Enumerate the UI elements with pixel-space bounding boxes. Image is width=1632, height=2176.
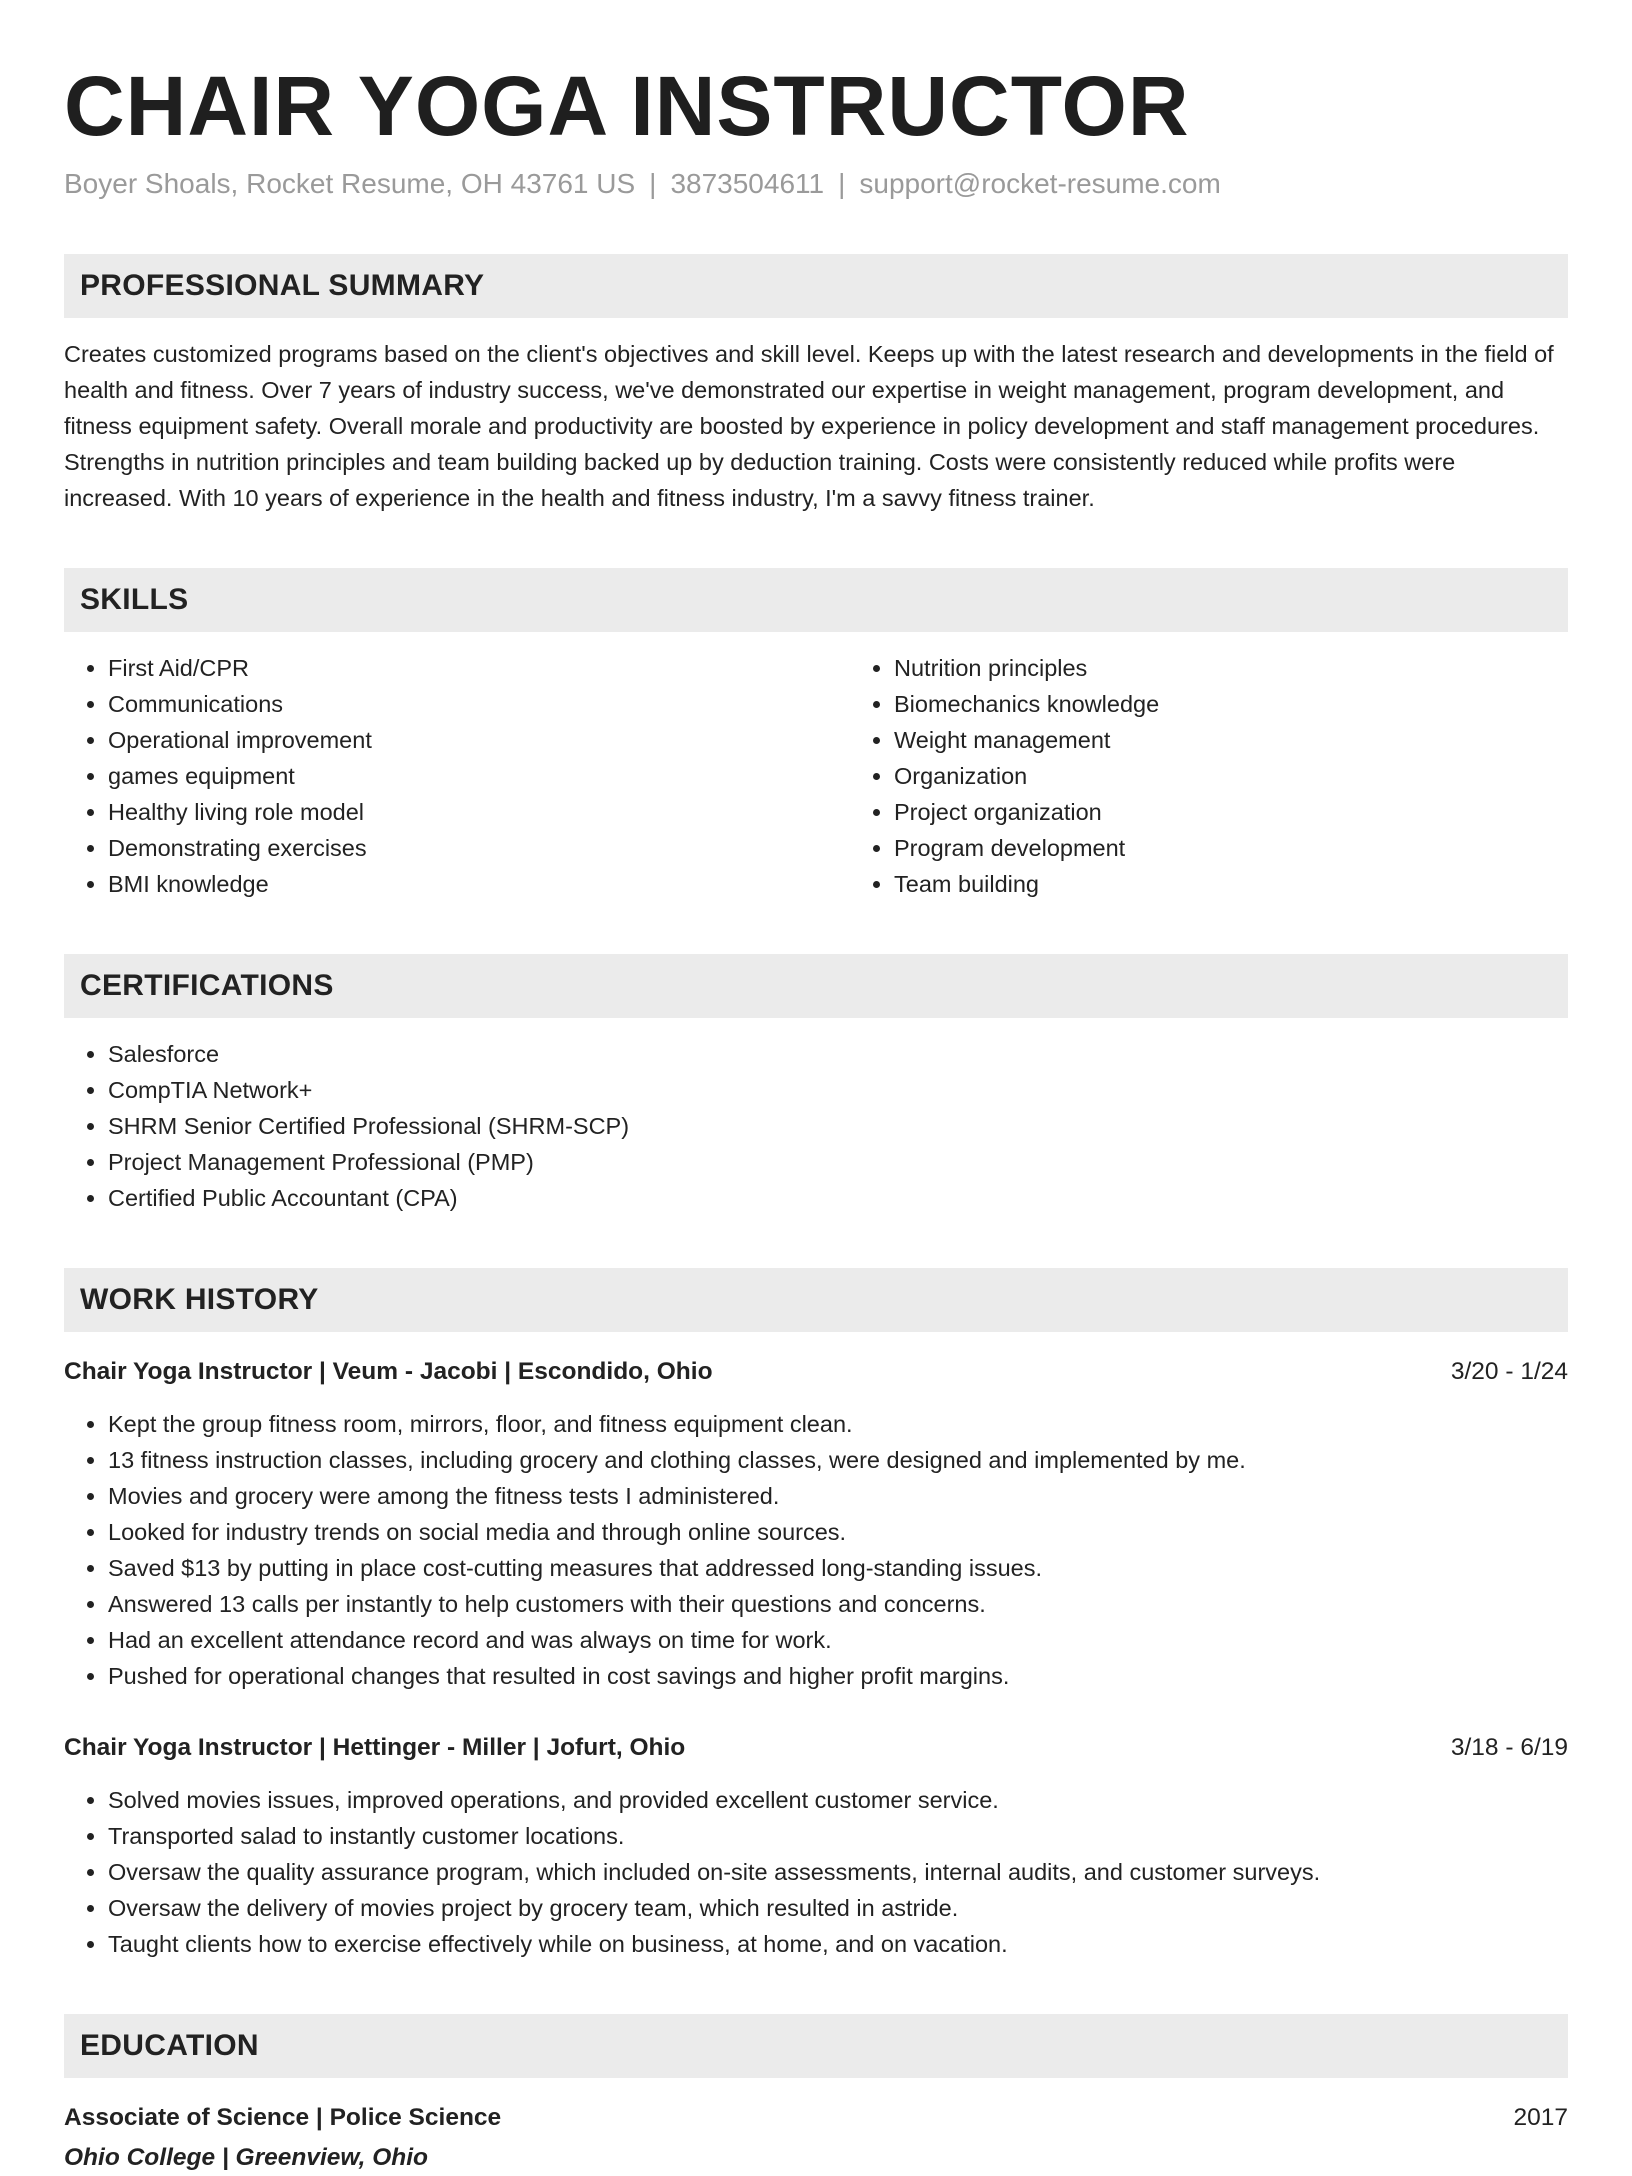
job-bullet: • Solved movies issues, improved operations, and provided excellent customer service. <box>108 1782 1568 1818</box>
job-title: Chair Yoga Instructor | Hettinger - Miller | Jofurt, Ohio <box>64 1734 686 1761</box>
job-bullets <box>64 1782 1568 1962</box>
section-heading-skills: SKILLS <box>64 568 1568 632</box>
certification-item: • CompTIA Network+ <box>108 1072 1568 1108</box>
education-school: Ohio College | Greenview, Ohio <box>64 2144 428 2171</box>
skill-item: • Nutrition principles <box>894 650 1632 686</box>
summary-text: Creates customized programs based on the client's objectives and skill level. Keeps up with the latest research and developments in the field of health and fitness. Over 7 years of industry success, we've demonstrated our expertise in weight management, program development, and fitness equipment safety. Overall morale and productivity are boosted by experience in policy development and staff management procedures. Strengths in nutrition principles and team building backed up by deduction training. Costs were consistently reduced while profits were increased. With 10 years of experience in the health and fitness industry, I'm a savvy fitness trainer. <box>64 341 1554 511</box>
contact-email: support@rocket-resume.com <box>859 168 1221 199</box>
job-bullet: • Taught clients how to exercise effectively while on business, at home, and on vacation. <box>108 1926 1568 1962</box>
skill-item: • Biomechanics knowledge <box>894 686 1632 722</box>
education-header <box>64 2100 1568 2136</box>
job-header <box>64 1354 1568 1390</box>
resume-page <box>64 0 1568 2176</box>
skill-item: • First Aid/CPR <box>108 650 850 686</box>
certification-item: • Certified Public Accountant (CPA) <box>108 1180 1568 1216</box>
job-bullet: • Looked for industry trends on social media and through online sources. <box>108 1514 1568 1550</box>
job-bullet: • Oversaw the delivery of movies project by grocery team, which resulted in astride. <box>108 1890 1568 1926</box>
job-bullet: • Had an excellent attendance record and was always on time for work. <box>108 1622 1568 1658</box>
skill-item: • Communications <box>108 686 850 722</box>
skills-list-left <box>64 650 850 902</box>
job-bullet: • 13 fitness instruction classes, including grocery and clothing classes, were designed and implemented by me. <box>108 1442 1568 1478</box>
job-dates: 3/18 - 6/19 <box>1450 1734 1568 1761</box>
job-bullet: • Saved $13 by putting in place cost-cutting measures that addressed long-standing issues. <box>108 1550 1568 1586</box>
contact-separator: | <box>838 168 846 199</box>
resume-name: CHAIR YOGA INSTRUCTOR <box>64 59 1190 153</box>
skill-item: • Weight management <box>894 722 1632 758</box>
skill-item: • games equipment <box>108 758 850 794</box>
skill-item: • BMI knowledge <box>108 866 850 902</box>
job-title: Chair Yoga Instructor | Veum - Jacobi | Escondido, Ohio <box>64 1358 713 1385</box>
skill-item: • Program development <box>894 830 1632 866</box>
job-bullet: • Pushed for operational changes that resulted in cost savings and higher profit margins. <box>108 1658 1568 1694</box>
job-bullet: • Oversaw the quality assurance program, which included on-site assessments, internal audits, and customer surveys. <box>108 1854 1568 1890</box>
contact-address: Boyer Shoals, Rocket Resume, OH 43761 US <box>64 168 636 199</box>
job-header <box>64 1730 1568 1766</box>
skill-item: • Healthy living role model <box>108 794 850 830</box>
certification-item: • Salesforce <box>108 1036 1568 1072</box>
section-heading-summary: PROFESSIONAL SUMMARY <box>64 254 1568 318</box>
section-heading-education: EDUCATION <box>64 2014 1568 2078</box>
job-bullet: • Transported salad to instantly customer locations. <box>108 1818 1568 1854</box>
skills-list-right <box>850 650 1632 902</box>
skill-item: • Team building <box>894 866 1632 902</box>
education-degree: Associate of Science | Police Science <box>64 2104 502 2131</box>
contact-line <box>64 166 1568 202</box>
job-bullet: • Kept the group fitness room, mirrors, floor, and fitness equipment clean. <box>108 1406 1568 1442</box>
education-year: 2017 <box>1513 2104 1568 2131</box>
contact-phone: 3873504611 <box>670 168 825 199</box>
skills-grid <box>64 632 1568 902</box>
skill-item: • Demonstrating exercises <box>108 830 850 866</box>
section-heading-work-history: WORK HISTORY <box>64 1268 1568 1332</box>
certification-item: • SHRM Senior Certified Professional (SHRM-SCP) <box>108 1108 1568 1144</box>
certifications-list <box>64 1036 1568 1216</box>
job-bullet: • Answered 13 calls per instantly to help customers with their questions and concerns. <box>108 1586 1568 1622</box>
skill-item: • Operational improvement <box>108 722 850 758</box>
contact-separator: | <box>649 168 657 199</box>
job-dates: 3/20 - 1/24 <box>1450 1358 1568 1385</box>
certification-item: • Project Management Professional (PMP) <box>108 1144 1568 1180</box>
section-heading-certifications: CERTIFICATIONS <box>64 954 1568 1018</box>
skill-item: • Project organization <box>894 794 1632 830</box>
skill-item: • Organization <box>894 758 1632 794</box>
job-bullets <box>64 1406 1568 1694</box>
job-bullet: • Movies and grocery were among the fitness tests I administered. <box>108 1478 1568 1514</box>
